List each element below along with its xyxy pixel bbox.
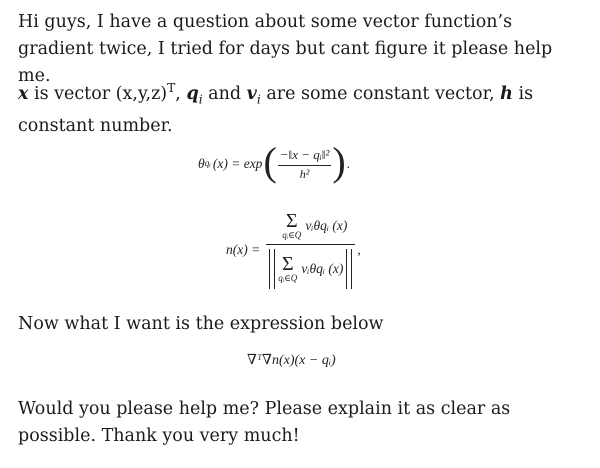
theta-subscript: qᵢ: [204, 159, 211, 169]
norm-right-bar: [346, 249, 352, 289]
theta-argument: (x) = exp: [212, 156, 263, 171]
theta-formula: [198, 136, 350, 192]
n-fraction: [266, 209, 355, 289]
var-q: q: [186, 83, 199, 104]
theta-end: .: [346, 156, 351, 171]
closing-text: Would you please help me? Please explain it as clear as possible. Thank you very much!: [18, 399, 511, 446]
sum-operator-den: [278, 252, 298, 283]
n-formula: [226, 200, 361, 300]
theta-denominator: h²: [299, 166, 310, 181]
left-paren: (: [263, 139, 277, 184]
theta-fraction: [278, 147, 332, 182]
norm-left-bar: [269, 249, 275, 289]
def-separator: ,: [175, 83, 187, 104]
right-paren: ): [332, 139, 346, 184]
variable-definitions: [18, 75, 586, 140]
def-and: and: [202, 83, 247, 104]
var-h: h: [500, 83, 513, 104]
def-text-2: are some constant vector,: [260, 83, 501, 104]
var-x: x: [18, 83, 29, 104]
sigma-icon-den: Σ: [281, 252, 294, 275]
question-intro: Hi guys, I have a question about some vector function’s gradient twice, I tried for days but cant figure it please help me.: [18, 12, 553, 86]
n-denominator: [266, 245, 355, 289]
theta-symbol: θ: [198, 156, 205, 171]
transpose-mark: T: [167, 81, 176, 95]
var-v: v: [246, 83, 257, 104]
def-text-3: is constant number.: [18, 83, 534, 137]
var-v-sub: i: [256, 92, 261, 107]
def-text-1: is vector (x,y,z): [28, 83, 168, 104]
sum-index-den: qᵢ∈Q: [278, 272, 298, 283]
var-q-sub: i: [198, 92, 203, 107]
numerator-term: vᵢθqᵢ (x): [305, 217, 348, 233]
sigma-icon: Σ: [285, 209, 298, 232]
sum-operator: [282, 209, 302, 240]
theta-numerator: −‖x − qᵢ‖²: [278, 147, 332, 166]
request-text: Now what I want is the expression below: [18, 314, 384, 334]
target-expression: ∇ᵀ∇n(x)(x − qᵢ): [247, 353, 336, 368]
denominator-term: vᵢθqᵢ (x): [301, 260, 344, 276]
n-end: ,: [357, 242, 361, 257]
n-numerator: [266, 209, 355, 245]
n-lhs: n(x) =: [226, 242, 261, 257]
denominator-sum: [278, 252, 344, 283]
sum-index: qᵢ∈Q: [282, 229, 302, 240]
